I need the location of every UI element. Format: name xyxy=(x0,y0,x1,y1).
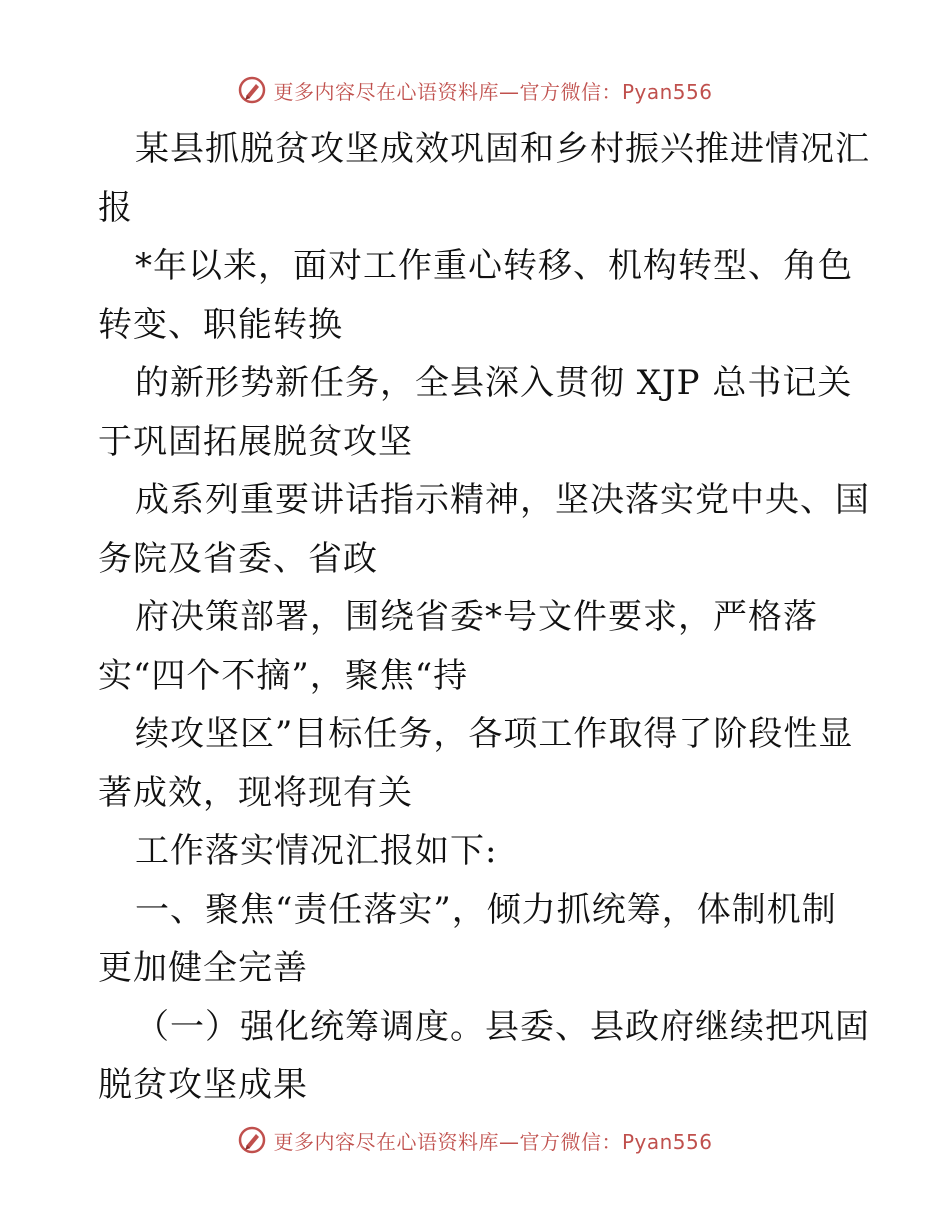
paragraph-line: 实“四个不摘”，聚焦“持 xyxy=(98,655,469,696)
paragraph-line: 工作落实情况汇报如下: xyxy=(135,831,498,871)
paragraph-line: 府决策部署，围绕省委*号文件要求，严格落 xyxy=(135,597,818,637)
subsection-line-2: 脱贫攻坚成果 xyxy=(98,1065,308,1105)
section-heading-line-1: 一、聚焦“责任落实”，倾力抓统筹，体制机制 xyxy=(135,889,837,930)
paragraph-line: 著成效，现将现有关 xyxy=(98,772,413,813)
watermark-footer xyxy=(0,1120,950,1160)
watermark-text: 更多内容尽在心语资料库—官方微信：Pyan556 xyxy=(273,1129,713,1154)
pen-logo-icon xyxy=(237,75,267,105)
pen-logo-icon xyxy=(237,1125,267,1155)
paragraph-line: 务院及省委、省政 xyxy=(98,538,378,579)
paragraph-line: *年以来，面对工作重心转移、机构转型、角色 xyxy=(135,246,853,286)
watermark-header xyxy=(0,70,950,110)
paragraph-line: 续攻坚区”目标任务，各项工作取得了阶段性显 xyxy=(135,714,854,754)
paragraph-line: 的新形势新任务，全县深入贯彻 XJP 总书记关 xyxy=(135,363,853,403)
subsection-line-1: （一）强化统筹调度。县委、县政府继续把巩固 xyxy=(135,1006,870,1047)
document-title-line-2: 报 xyxy=(98,187,133,228)
paragraph-line: 于巩固拓展脱贫攻坚 xyxy=(98,421,413,462)
section-heading-line-2: 更加健全完善 xyxy=(98,948,308,988)
document-title-line-1: 某县抓脱贫攻坚成效巩固和乡村振兴推进情况汇 xyxy=(135,129,870,169)
paragraph-line: 成系列重要讲话指示精神，坚决落实党中央、国 xyxy=(135,480,870,520)
paragraph-line: 转变、职能转换 xyxy=(98,304,343,345)
watermark-text: 更多内容尽在心语资料库—官方微信：Pyan556 xyxy=(273,79,713,104)
document-body xyxy=(98,120,870,1115)
